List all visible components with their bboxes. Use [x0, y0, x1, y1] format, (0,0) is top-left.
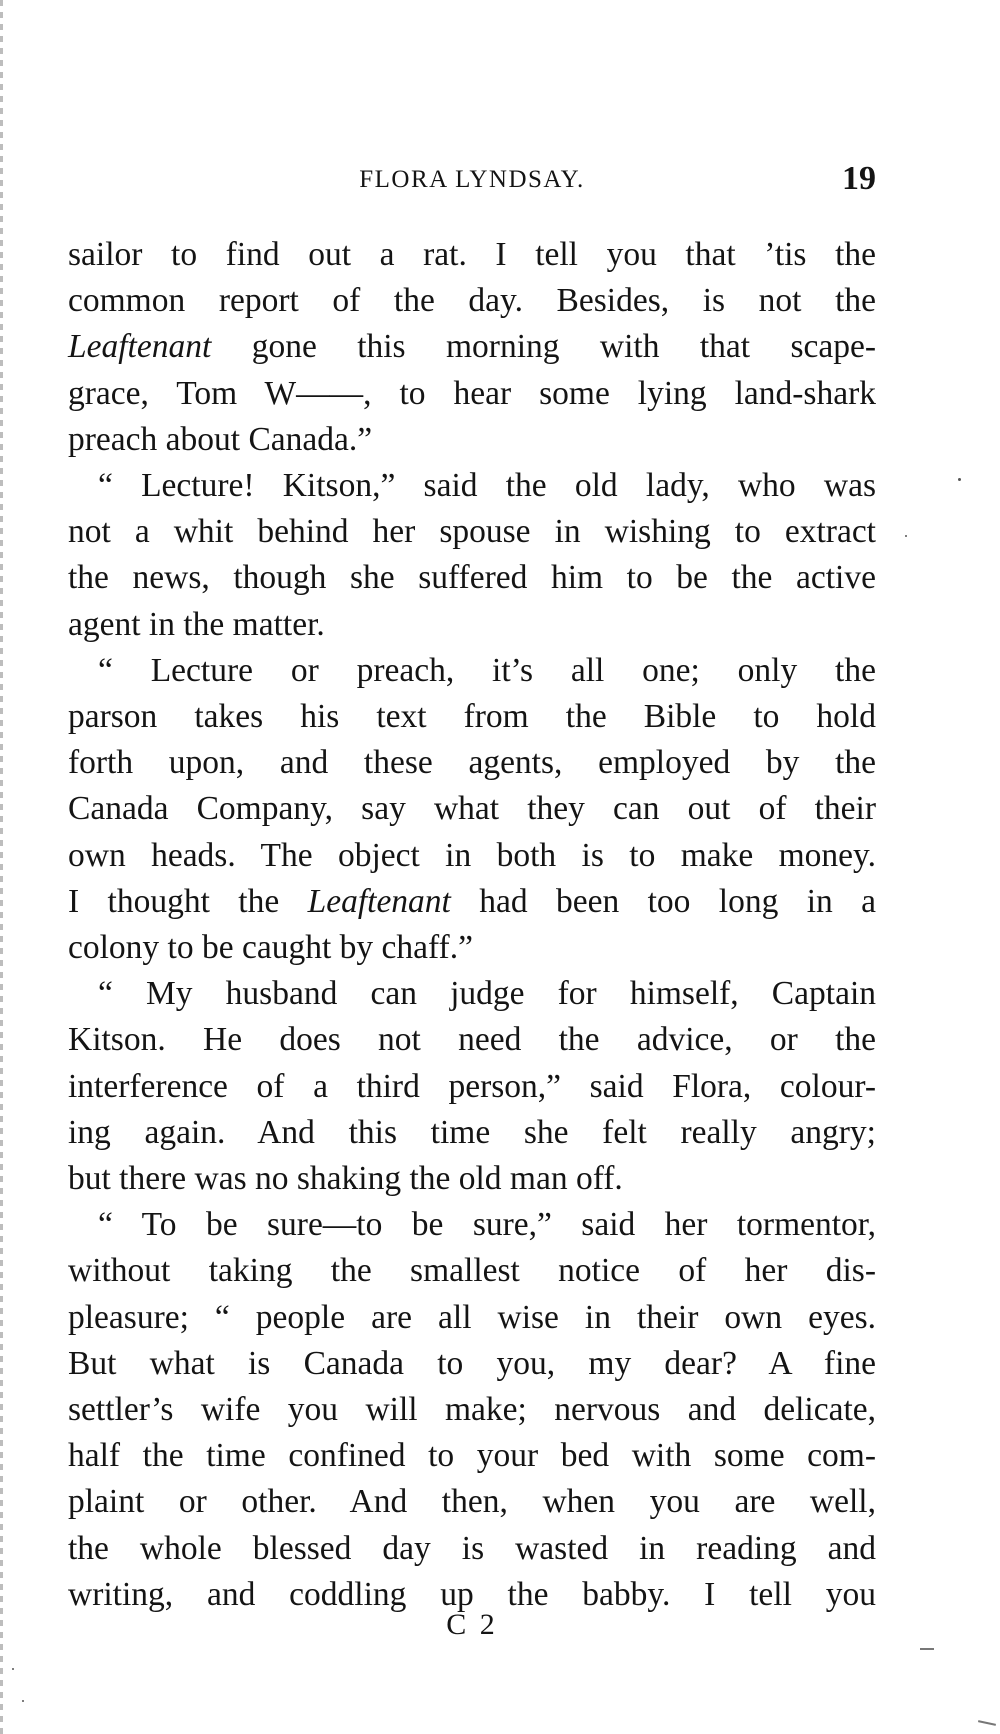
- text-line: colony to be caught by chaff.”: [68, 929, 473, 967]
- text-line: but there was no shaking the old man off.: [68, 1160, 623, 1198]
- text-line: forth upon, and these agents, employed by the: [68, 744, 876, 782]
- text-line: the news, though she suffered him to be the active: [68, 559, 876, 597]
- text-line: “ To be sure—to be sure,” said her tormentor,: [98, 1206, 876, 1244]
- body-text: [68, 232, 876, 1618]
- text-line: plaint or other. And then, when you are well,: [68, 1483, 876, 1521]
- text-line: without taking the smallest notice of her dis-: [68, 1252, 876, 1290]
- text-line: common report of the day. Besides, is not the: [68, 282, 876, 320]
- text-line: Kitson. He does not need the advice, or the: [68, 1021, 876, 1059]
- text-line: half the time confined to your bed with some com-: [68, 1437, 876, 1475]
- text-line: the whole blessed day is wasted in reading and: [68, 1529, 876, 1567]
- text-line: “ My husband can judge for himself, Captain: [98, 975, 876, 1013]
- text-line: “ Lecture! Kitson,” said the old lady, who was: [98, 467, 876, 505]
- page-number: 19: [842, 160, 876, 197]
- text-line: interference of a third person,” said Flora, colour-: [68, 1067, 876, 1105]
- running-head: [68, 160, 876, 200]
- text-line: “ Lecture or preach, it’s all one; only the: [98, 651, 876, 689]
- text-line: Canada Company, say what they can out of their: [68, 790, 876, 828]
- text-line: [68, 879, 876, 925]
- text-line: grace, Tom W——, to hear some lying land-shark: [68, 374, 876, 412]
- text-line: [68, 324, 876, 370]
- italic-word: Leaftenant: [307, 882, 451, 920]
- text-line: agent in the matter.: [68, 605, 325, 643]
- text-line: sailor to find out a rat. I tell you that ’tis the: [68, 236, 876, 273]
- text-span: I thought the: [68, 882, 280, 920]
- text-line: But what is Canada to you, my dear? A fine: [68, 1344, 876, 1382]
- scan-speck: [12, 1668, 14, 1670]
- italic-word: Leaftenant: [68, 328, 212, 366]
- scan-scratch: [920, 1648, 934, 1650]
- text-line: writing, and coddling up the babby. I tell you: [68, 1575, 876, 1613]
- running-title: FLORA LYNDSAY.: [359, 166, 585, 193]
- text-line: own heads. The object in both is to make money.: [68, 836, 876, 874]
- text-line: settler’s wife you will make; nervous and delicate,: [68, 1391, 876, 1429]
- scan-speck: [905, 535, 907, 537]
- text-line: pleasure; “ people are all wise in their own eyes.: [68, 1298, 876, 1336]
- text-line: not a whit behind her spouse in wishing to extract: [68, 513, 876, 551]
- scan-speck: [958, 478, 961, 481]
- text-span: gone this morning with that scape-: [251, 328, 876, 366]
- signature-mark: C 2: [446, 1608, 498, 1641]
- book-page: [68, 0, 876, 1734]
- scan-scratch: [978, 1720, 996, 1726]
- text-line: parson takes his text from the Bible to hold: [68, 698, 876, 736]
- page-gutter-edge: [0, 0, 3, 1734]
- text-line: ing again. And this time she felt really angry;: [68, 1113, 876, 1151]
- text-span: had been too long in a: [479, 882, 877, 920]
- text-line: preach about Canada.”: [68, 420, 373, 458]
- scan-speck: [22, 1700, 24, 1702]
